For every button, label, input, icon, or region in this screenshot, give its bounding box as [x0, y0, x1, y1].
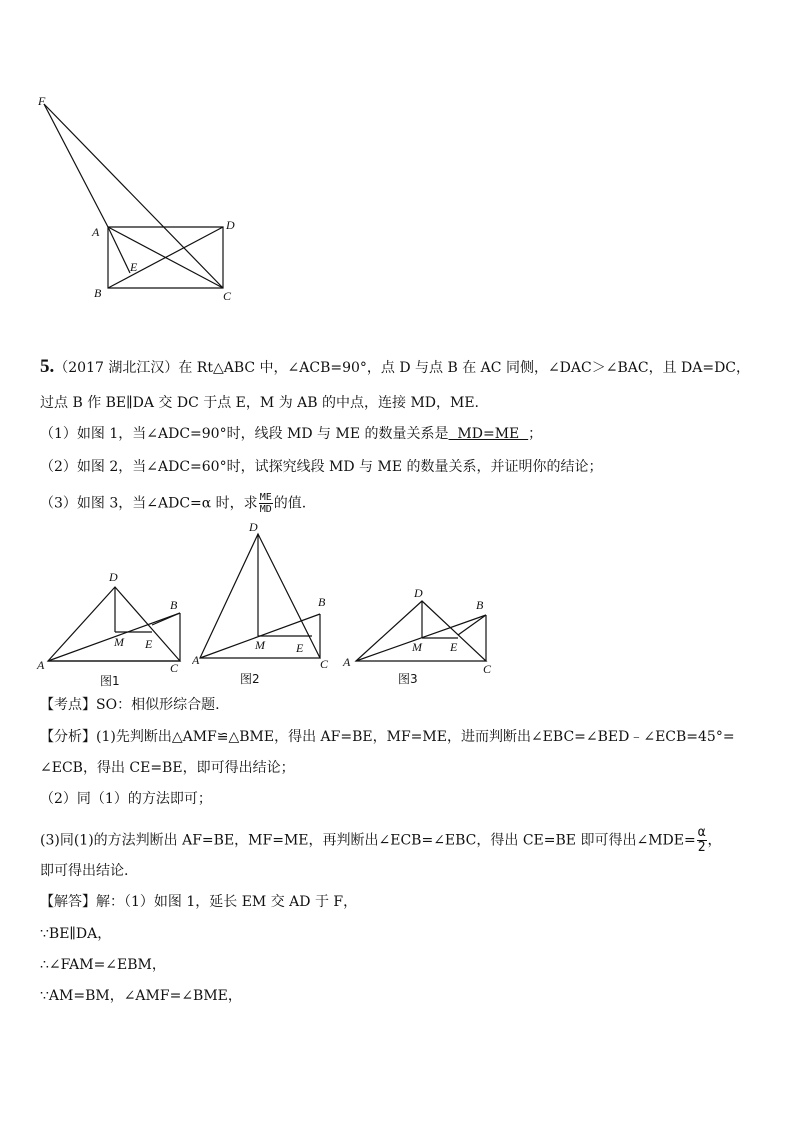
figure-1: [30, 565, 190, 675]
fig1-label-a: A: [37, 658, 45, 672]
fraction-denominator: 2: [697, 840, 706, 855]
question-2: （2）如图 2，当∠ADC=60°时，试探究线段 MD 与 ME 的数量关系，并证明你的结论；: [40, 459, 603, 475]
question-1-text: （1）如图 1，当∠ADC=90°时，线段 MD 与 ME 的数量关系是: [40, 426, 449, 442]
fig3-label-a: A: [343, 655, 351, 669]
fig3-label-e: E: [450, 640, 458, 654]
figure-2-caption: 图2: [240, 672, 260, 686]
figure-3: [340, 585, 500, 677]
analysis-line-3: （2）同（1）的方法即可；: [40, 791, 212, 807]
fig2-label-a: A: [192, 653, 200, 667]
label-d: D: [226, 218, 235, 232]
analysis-line-2: ∠ECB，得出 CE=BE，即可得出结论；: [40, 760, 295, 776]
problem-line-1: [40, 357, 750, 378]
question-3-end: 的值.: [273, 495, 307, 512]
fig1-label-m: M: [114, 635, 124, 649]
solution-heading: 【解答】解：（1）如图 1，延长 EM 交 AD 于 F，: [40, 894, 358, 910]
label-a: A: [92, 225, 100, 239]
label-b: B: [94, 286, 102, 300]
figure-2: [192, 518, 342, 670]
solution-step-1: ∵BE∥DA，: [40, 926, 112, 942]
segment-be: [152, 613, 180, 625]
segment-ae: [108, 227, 130, 273]
question-3: [40, 492, 306, 515]
problem-intro: （2017 湖北江汉）在 Rt△ABC 中，∠ACB=90°，点 D 与点 B 在 AC 同侧，∠DAC＞∠BAC，且 DA=DC，: [54, 360, 751, 376]
analysis-line-4: [40, 826, 722, 855]
label-f: F: [38, 94, 46, 108]
segment-be: [458, 615, 486, 635]
label-c: C: [223, 289, 232, 303]
problem-number: 5.: [40, 356, 55, 377]
kaodian: 【考点】SO：相似形综合题.: [40, 697, 220, 713]
analysis-line-5: 即可得出结论.: [40, 863, 129, 879]
figure-3-caption: 图3: [398, 672, 418, 686]
question-1-end: ；: [528, 426, 543, 442]
fraction-numerator: α: [697, 825, 706, 840]
label-e: E: [130, 260, 138, 274]
alpha-over-2-fraction: [697, 826, 707, 855]
fig2-label-c: C: [320, 657, 329, 670]
question-1: [40, 424, 542, 444]
fig1-label-d: D: [109, 570, 118, 584]
fig1-label-c: C: [170, 661, 179, 675]
segment-ab: [356, 615, 486, 661]
fraction-numerator: ME: [259, 492, 272, 503]
top-figure: [30, 90, 250, 310]
solution-step-2: ∴∠FAM=∠EBM，: [40, 957, 166, 973]
fig2-label-d: D: [249, 520, 258, 534]
segment-fa: [44, 104, 108, 227]
fig3-label-b: B: [476, 598, 484, 612]
analysis-line-1: 【分析】(1)先判断出△AMF≌△BME，得出 AF=BE，MF=ME，进而判断出∠EBC=∠BED﹣∠ECB=45°=: [40, 729, 735, 745]
figure-1-caption: 图1: [100, 674, 120, 688]
fig3-label-c: C: [483, 662, 492, 676]
question-3-text: （3）如图 3，当∠ADC=α 时，求: [40, 495, 258, 512]
solution-step-3: ∵AM=BM，∠AMF=∠BME，: [40, 988, 242, 1004]
question-3-fraction: [259, 492, 273, 515]
fig1-label-b: B: [170, 598, 178, 612]
fig2-label-e: E: [296, 641, 304, 655]
fraction-denominator: MD: [259, 504, 272, 515]
fig2-label-b: B: [318, 595, 326, 609]
problem-line-2: 过点 B 作 BE∥DA 交 DC 于点 E，M 为 AB 的中点，连接 MD，ME.: [40, 395, 480, 411]
fig2-label-m: M: [255, 638, 265, 652]
analysis-line-4-text: (3)同(1)的方法判断出 AF=BE，MF=ME，再判断出∠ECB=∠EBC，得出 CE=BE 即可得出∠MDE=: [40, 832, 696, 849]
analysis-line-4-end: ，: [707, 832, 722, 849]
fig3-label-d: D: [414, 586, 423, 600]
fig1-label-e: E: [145, 637, 153, 651]
fig3-label-m: M: [412, 640, 422, 654]
question-1-answer: MD=ME: [448, 426, 529, 442]
triangle-adc: [48, 587, 180, 661]
